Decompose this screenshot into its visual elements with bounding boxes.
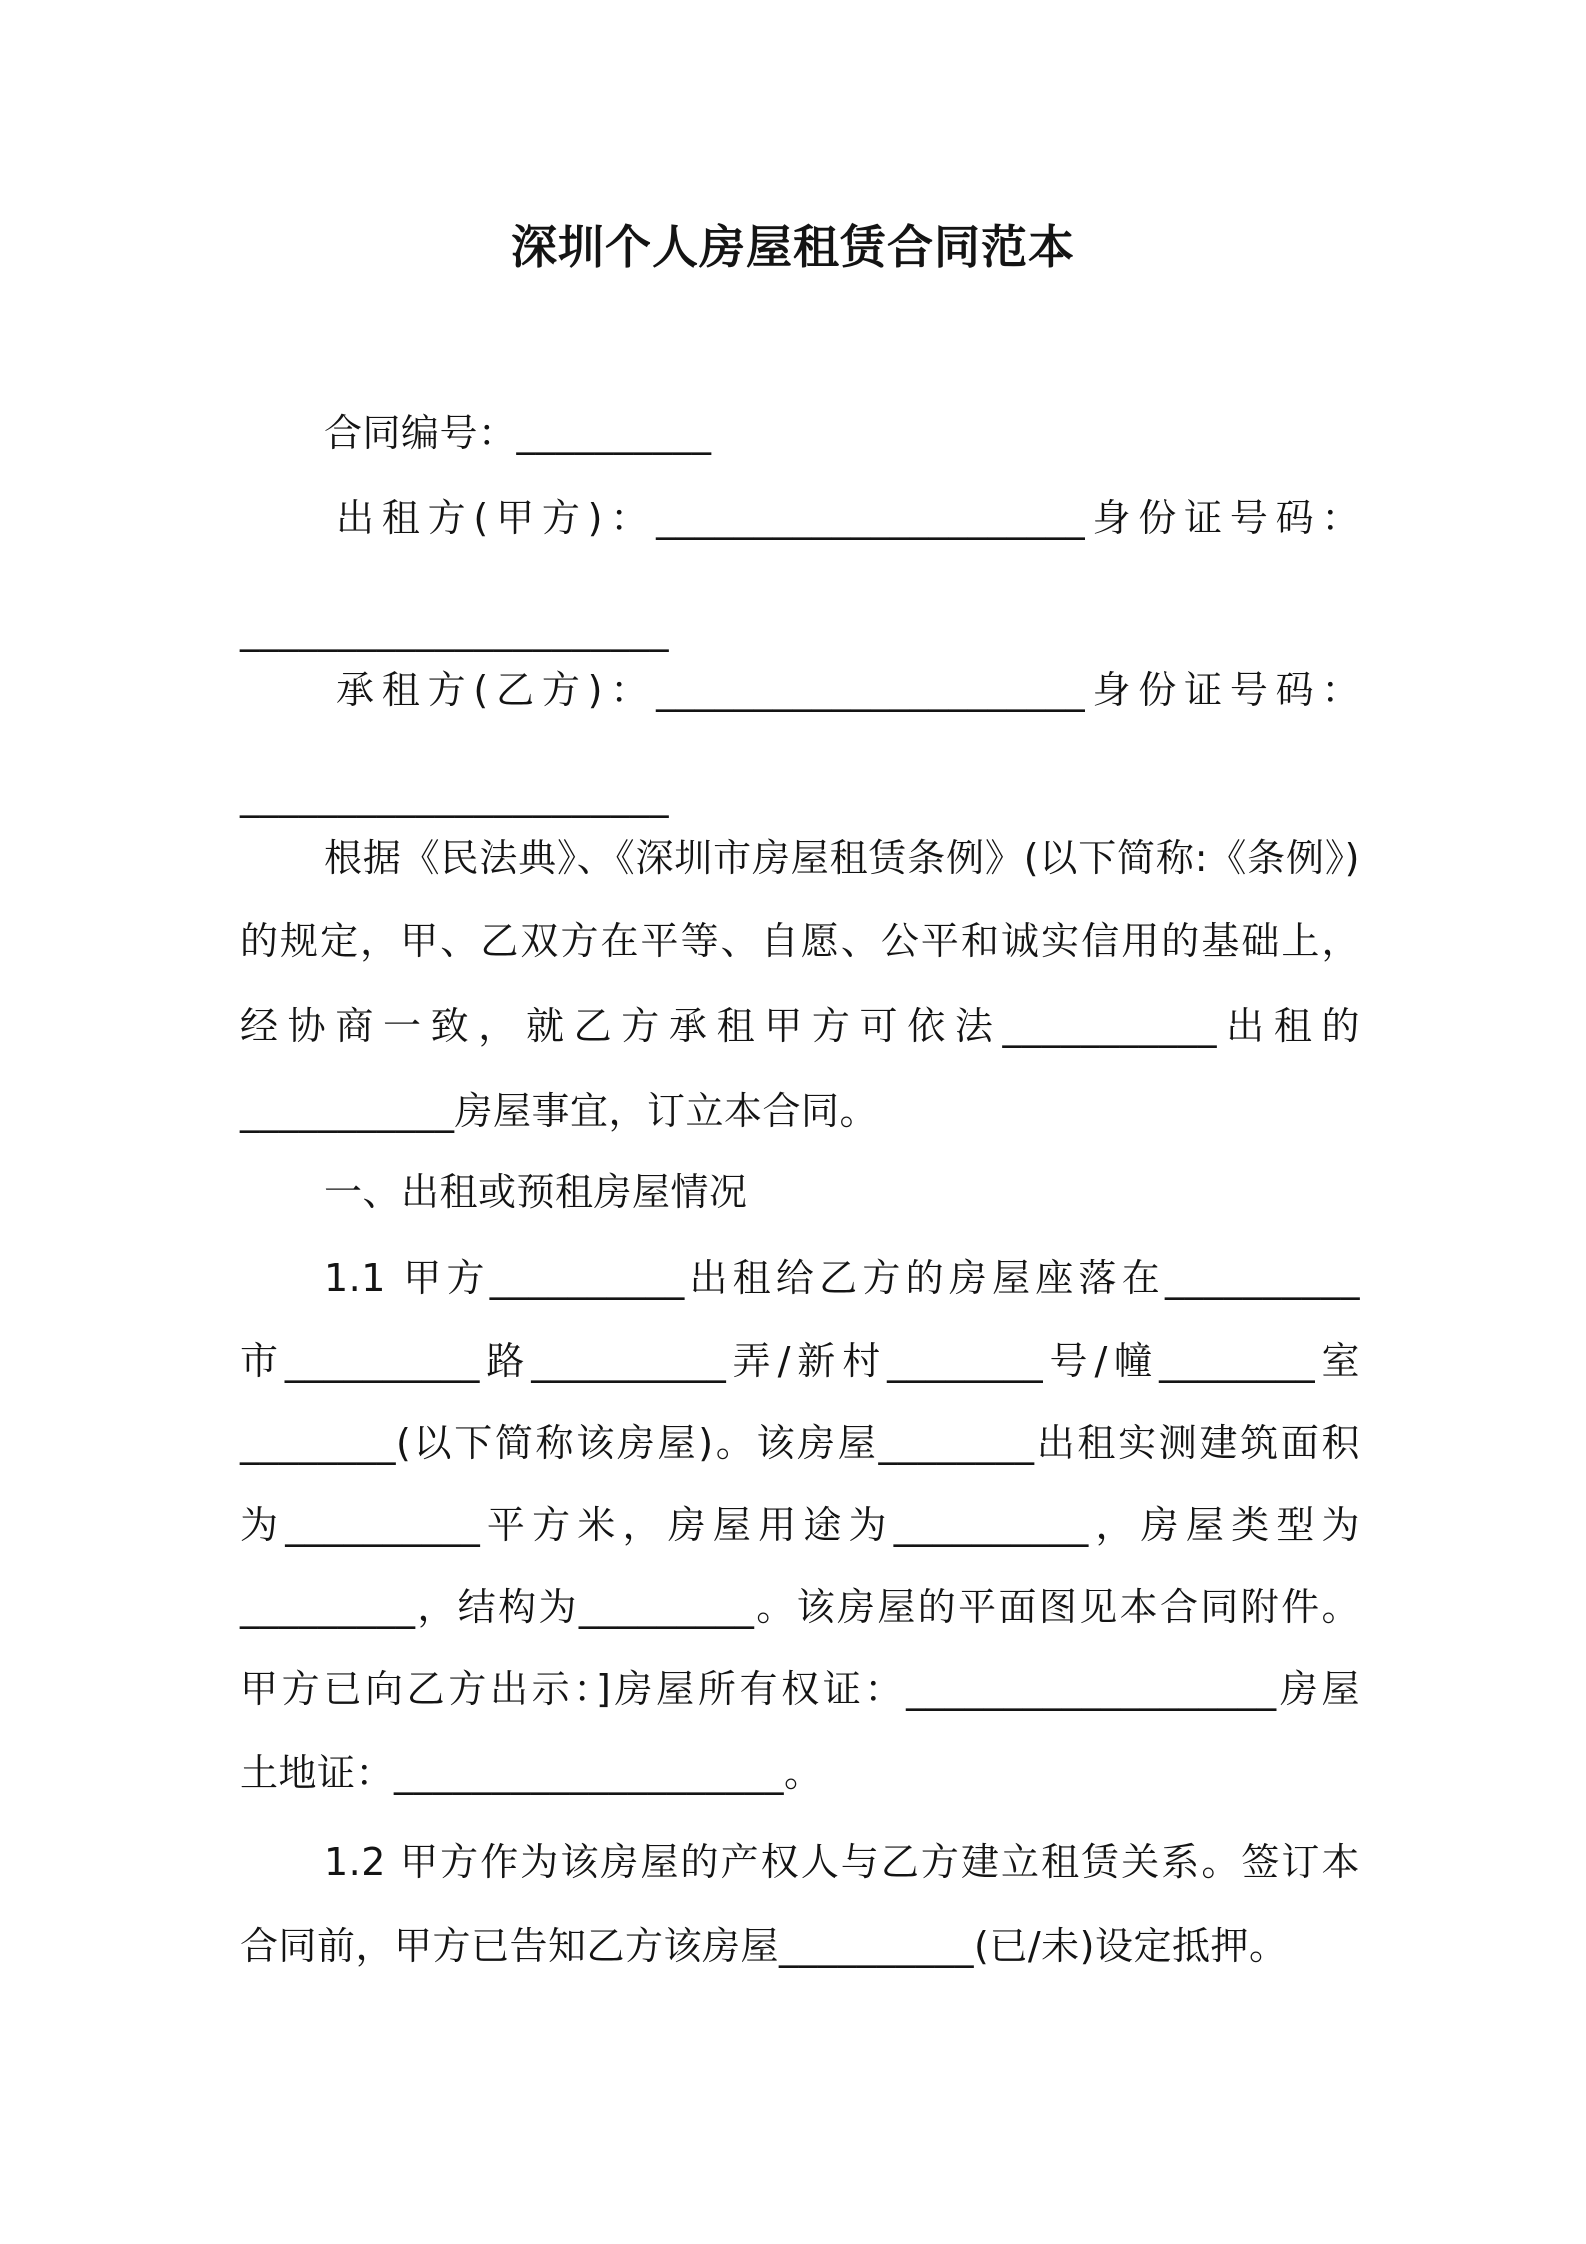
clause-line: 甲方已向乙方出示：]房屋所有权证：___________________房屋 — [240, 1667, 1360, 1711]
paragraph-line: 经协商一致，就乙方承租甲方可依法___________出租的 — [240, 1004, 1360, 1048]
paragraph-line: 根据《民法典》、《深圳市房屋租赁条例》(以下简称:《条例》) — [324, 836, 1360, 880]
contract-number-line: 合同编号：__________ — [324, 411, 712, 455]
paragraph-line: 的规定，甲、乙双方在平等、自愿、公平和诚实信用的基础上， — [240, 919, 1360, 963]
clause-line: 合同前，甲方已告知乙方该房屋__________(已/未)设定抵押。 — [240, 1924, 1288, 1968]
clause-line: 1.2 甲方作为该房屋的产权人与乙方建立租赁关系。签订本 — [324, 1840, 1360, 1884]
lessee-line: 承租方(乙方)：______________________身份证号码： — [336, 668, 1360, 712]
clause-line: ________(以下简称该房屋)。该房屋________出租实测建筑面积 — [240, 1421, 1360, 1465]
clause-line: _________，结构为_________。该房屋的平面图见本合同附件。 — [240, 1585, 1360, 1629]
lessee-id-line: ______________________ — [240, 774, 669, 818]
clause-line: 市__________路__________弄/新村________号/幢________室 — [240, 1339, 1360, 1383]
clause-line: 为__________平方米，房屋用途为__________，房屋类型为 — [240, 1503, 1360, 1547]
paragraph-line: ___________房屋事宜，订立本合同。 — [240, 1089, 879, 1133]
document-title: 深圳个人房屋租赁合同范本 — [511, 220, 1075, 274]
lessor-line: 出租方(甲方)：______________________身份证号码： — [336, 496, 1360, 540]
section-heading: 一、出租或预租房屋情况 — [324, 1170, 748, 1214]
clause-line: 土地证：____________________。 — [240, 1751, 823, 1795]
clause-line: 1.1 甲方__________出租给乙方的房屋座落在__________ — [324, 1256, 1360, 1300]
lessor-id-line: ______________________ — [240, 608, 669, 652]
